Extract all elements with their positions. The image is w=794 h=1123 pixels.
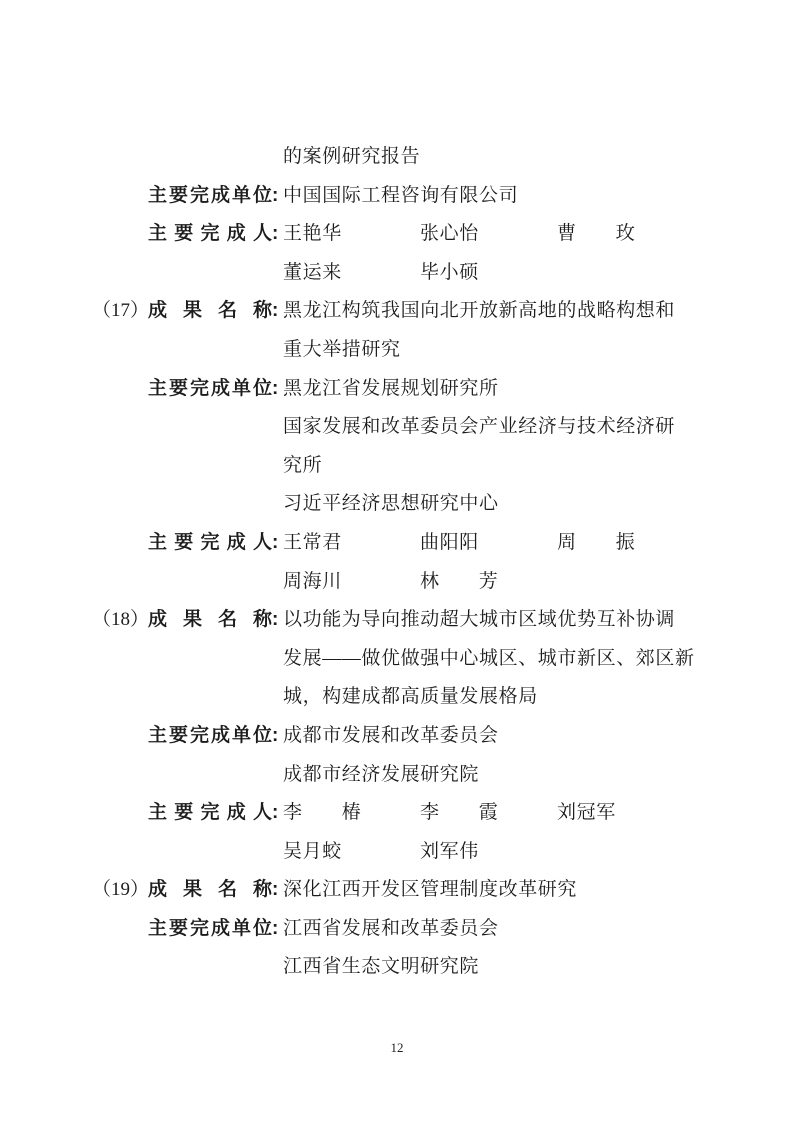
- person-name: 曹 玫: [557, 223, 636, 245]
- units-label: 主要完成单位: [148, 724, 272, 746]
- label-colon: :: [272, 531, 279, 553]
- person-name: 吴月蛟: [283, 840, 342, 862]
- label-colon: :: [272, 377, 279, 399]
- units-label: 主要完成单位: [148, 184, 272, 206]
- name-label: 成果名称: [148, 609, 272, 631]
- unit-line: 中国国际工程咨询有限公司: [283, 184, 519, 206]
- text-row: [92, 408, 752, 447]
- text-row: [92, 678, 752, 717]
- achievement-entry: [92, 292, 752, 601]
- units-label: 主要完成单位: [148, 377, 272, 399]
- achievement-entry: [92, 138, 752, 292]
- unit-line: 黑龙江省发展规划研究所: [283, 377, 499, 399]
- person-name: 刘冠军: [557, 802, 616, 824]
- label-colon: :: [272, 802, 279, 824]
- achievement-entry: [92, 601, 752, 871]
- text-row: [92, 948, 752, 987]
- unit-line: 成都市发展和改革委员会: [283, 724, 499, 746]
- text-row: [92, 910, 752, 949]
- person-name: 李 霞: [420, 802, 499, 824]
- text-row: [92, 177, 752, 216]
- unit-line: 成都市经济发展研究院: [283, 763, 480, 785]
- unit-line: 国家发展和改革委员会产业经济与技术经济研: [283, 416, 676, 438]
- unit-line: 究所: [283, 454, 323, 476]
- units-label: 主要完成单位: [148, 917, 272, 939]
- label-colon: :: [272, 879, 279, 901]
- people-label: 主要完成人: [148, 223, 272, 245]
- people-label: 主要完成人: [148, 802, 272, 824]
- text-row: [92, 794, 752, 833]
- text-row: [92, 215, 752, 254]
- text-row: [92, 756, 752, 795]
- unit-line: 江西省发展和改革委员会: [283, 917, 499, 939]
- text-row: [92, 640, 752, 679]
- person-name: 周海川: [283, 570, 342, 592]
- name-label: 成果名称: [148, 879, 272, 901]
- person-name: 王艳华: [283, 223, 342, 245]
- people-label: 主要完成人: [148, 531, 272, 553]
- text-row: [92, 563, 752, 602]
- name-label: 成果名称: [148, 300, 272, 322]
- text-row: [92, 292, 752, 331]
- text-row: [92, 524, 752, 563]
- achievement-name-line: 以功能为导向推动超大城市区域优势互补协调: [283, 609, 676, 631]
- person-name: 曲阳阳: [420, 531, 479, 553]
- person-name: 张心怡: [420, 223, 479, 245]
- text-row: [92, 833, 752, 872]
- page-number: 12: [390, 1040, 404, 1055]
- achievement-name-line: 深化江西开发区管理制度改革研究: [283, 879, 578, 901]
- achievement-name-line: 黑龙江构筑我国向北开放新高地的战略构想和: [283, 300, 676, 322]
- label-colon: :: [272, 223, 279, 245]
- achievement-name-line: 重大举措研究: [283, 338, 401, 360]
- person-name: 王常君: [283, 531, 342, 553]
- label-colon: :: [272, 609, 279, 631]
- label-colon: :: [272, 300, 279, 322]
- text-row: [92, 485, 752, 524]
- achievement-name-line: 发展——做优做强中心城区、城市新区、郊区新: [283, 647, 695, 669]
- text-row: [92, 370, 752, 409]
- text-row: [92, 871, 752, 910]
- person-name: 刘军伟: [420, 840, 479, 862]
- text-row: [92, 447, 752, 486]
- entry-number: （19）: [92, 879, 150, 901]
- person-name: 毕小硕: [420, 261, 479, 283]
- person-name: 董运来: [283, 261, 342, 283]
- person-name: 林 芳: [420, 570, 499, 592]
- unit-line: 习近平经济思想研究中心: [283, 493, 499, 515]
- label-colon: :: [272, 917, 279, 939]
- achievement-entry: [92, 871, 752, 987]
- achievement-name-line: 的案例研究报告: [283, 146, 421, 167]
- text-row: [92, 254, 752, 293]
- entry-number: （17）: [92, 300, 150, 322]
- entry-number: （18）: [92, 609, 150, 631]
- text-row: [92, 601, 752, 640]
- text-row: [92, 331, 752, 370]
- person-name: 周 振: [557, 531, 636, 553]
- label-colon: :: [272, 724, 279, 746]
- label-colon: :: [272, 184, 279, 206]
- text-row: [92, 138, 752, 177]
- person-name: 李 椿: [283, 802, 362, 824]
- document-content: [92, 138, 752, 987]
- achievement-name-line: 城，构建成都高质量发展格局: [283, 686, 538, 708]
- unit-line: 江西省生态文明研究院: [283, 956, 480, 978]
- text-row: [92, 717, 752, 756]
